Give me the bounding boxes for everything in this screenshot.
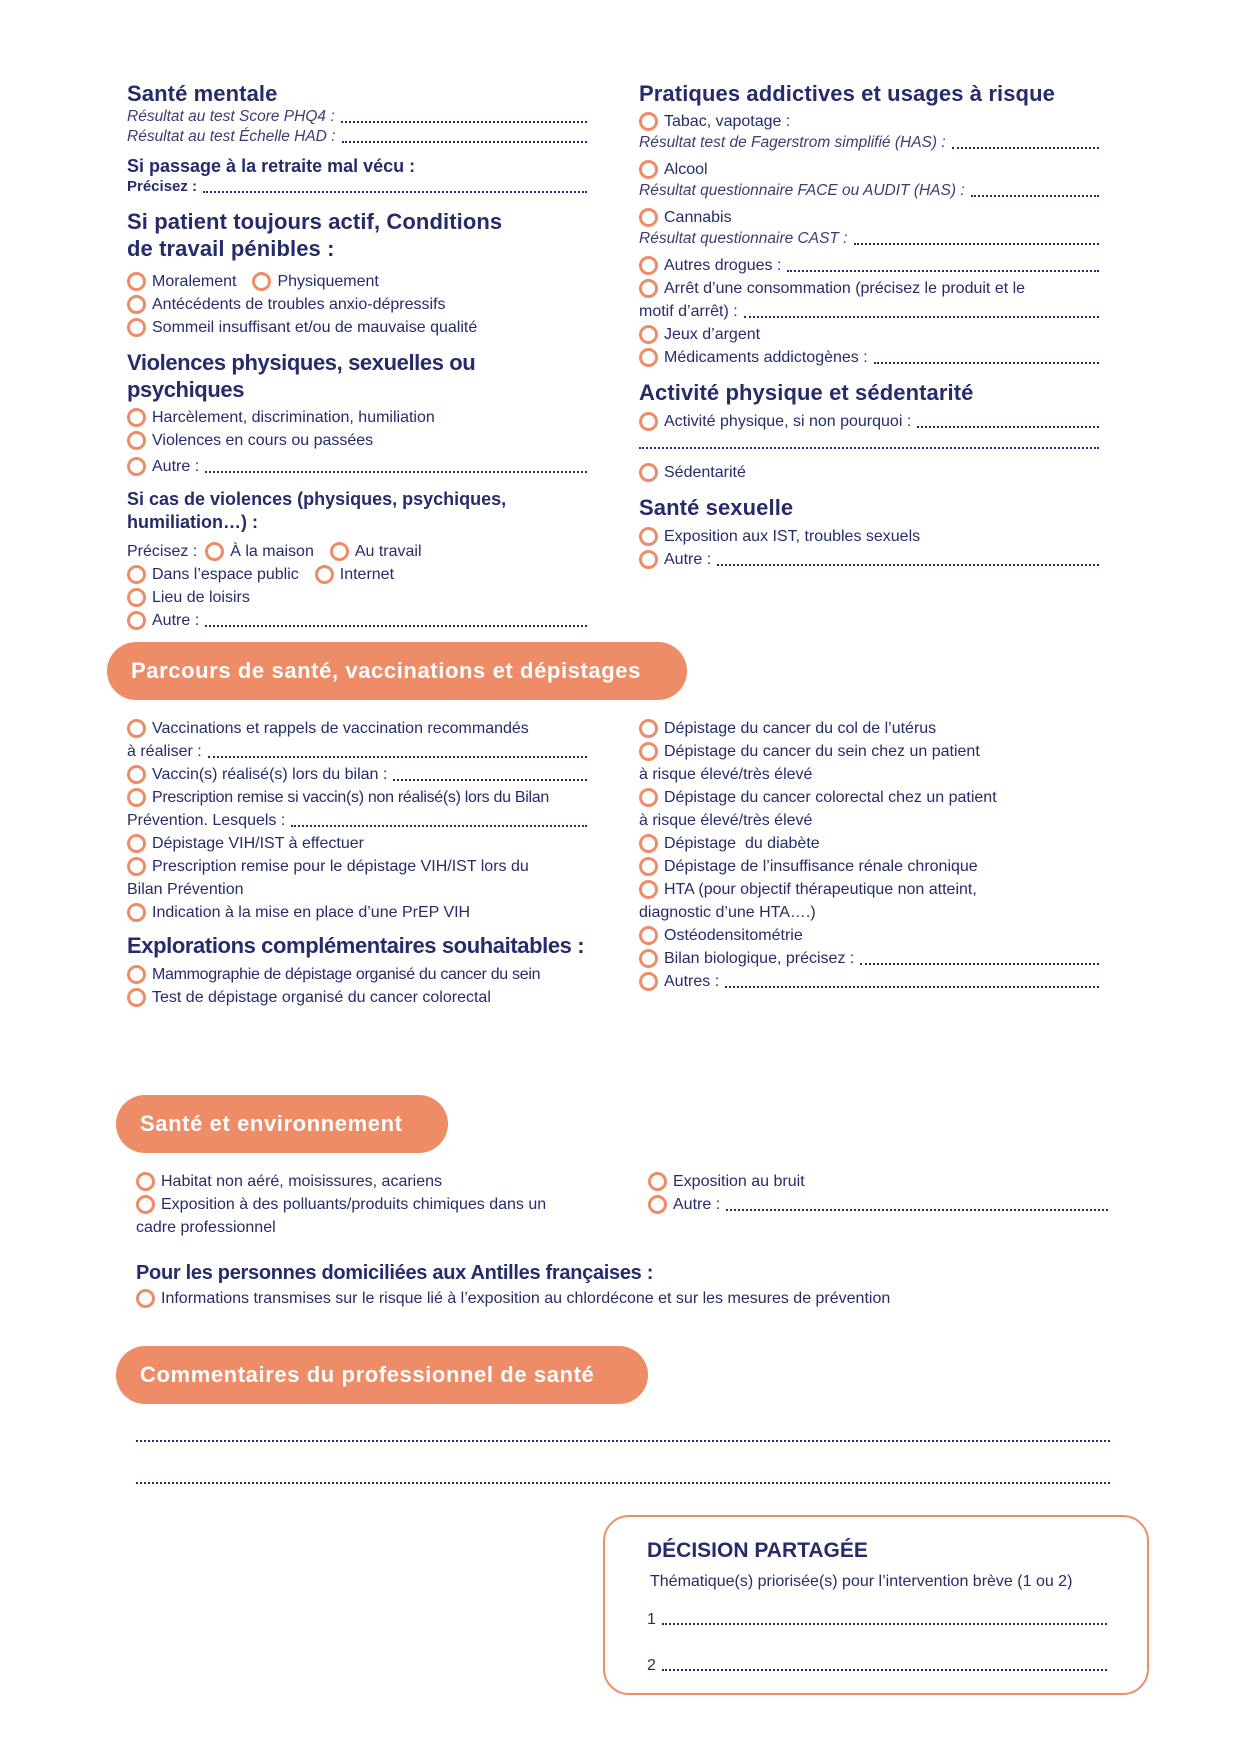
parcours-left: Vaccinations et rappels de vaccination recommandés à réaliser : Vaccin(s) réalisé(s) lors du bilan : Prescription remise si vaccin(s) non réalisé(s) lors du Bilan Prévention. Lesquels : Dépistage VIH/IST à effectuer Prescription remise pour le dépistage VIH/IST lors du Bilan Prévention Indication à la mise en place d’une PrEP VIH Explorations complémentaires souhaitables : Mammographie de dépistage organisé du cancer du sein Test de dépistage organisé du cancer colorectal: [127, 717, 587, 1009]
checkbox-ist[interactable]: Exposition aux IST, troubles sexuels: [639, 525, 1099, 548]
checkbox-prescription-vih[interactable]: Prescription remise pour le dépistage VIH/IST lors du: [127, 855, 587, 878]
audit-field[interactable]: Résultat questionnaire FACE ou AUDIT (HAS) :: [639, 181, 1099, 201]
radio-circle-icon: [127, 588, 146, 607]
retraite-precisez-field[interactable]: Précisez :: [127, 178, 587, 196]
checkbox-loisirs[interactable]: Lieu de loisirs: [127, 586, 587, 609]
radio-circle-icon: [639, 463, 658, 482]
antilles-section: [136, 1262, 1116, 1310]
radio-circle-icon: [639, 160, 658, 179]
decision-line-1[interactable]: 1: [647, 1611, 1107, 1629]
radio-circle-icon: [639, 880, 658, 899]
checkbox-bruit[interactable]: Exposition au bruit: [648, 1170, 1108, 1193]
radio-circle-icon: [127, 272, 146, 291]
banner-environnement: Santé et environnement: [116, 1095, 448, 1153]
radio-circle-icon: [127, 857, 146, 876]
decision-partagee-box: [603, 1515, 1149, 1695]
radio-circle-icon: [639, 112, 658, 131]
checkbox-tabac[interactable]: Tabac, vapotage :: [639, 110, 1099, 133]
environnement-left: Habitat non aéré, moisissures, acariens Exposition à des polluants/produits chimiques dans un cadre professionnel: [136, 1170, 616, 1239]
checkbox-antecedents[interactable]: Antécédents de troubles anxio-dépressifs: [127, 293, 587, 316]
cas-violences-title: Si cas de violences (physiques, psychiques, humiliation…) :: [127, 489, 507, 532]
decision-subtitle: Thématique(s) priorisée(s) pour l’intervention brève (1 ou 2): [650, 1573, 1073, 1590]
radio-circle-icon: [127, 457, 146, 476]
radio-circle-icon: [639, 412, 658, 431]
radio-circle-icon: [136, 1289, 155, 1308]
radio-circle-icon: [639, 742, 658, 761]
radio-circle-icon: [136, 1172, 155, 1191]
radio-circle-icon: [127, 834, 146, 853]
radio-circle-icon: [639, 972, 658, 991]
had-field[interactable]: Résultat au test Échelle HAD :: [127, 127, 587, 147]
radio-circle-icon: [205, 542, 224, 561]
radio-circle-icon: [127, 965, 146, 984]
checkbox-habitat[interactable]: Habitat non aéré, moisissures, acariens: [136, 1170, 616, 1193]
checkbox-alcool[interactable]: Alcool: [639, 158, 1099, 181]
checkbox-arret[interactable]: Arrêt d’une consommation (précisez le produit et le: [639, 277, 1099, 300]
radio-circle-icon: [648, 1195, 667, 1214]
checkbox-cannabis[interactable]: Cannabis: [639, 206, 1099, 229]
radio-circle-icon: [639, 348, 658, 367]
banner-parcours: Parcours de santé, vaccinations et dépistages: [107, 642, 687, 700]
commentaire-line-1[interactable]: [136, 1440, 1110, 1442]
radio-circle-icon: [127, 408, 146, 427]
radio-circle-icon: [127, 431, 146, 450]
checkbox-cancer-colorectal[interactable]: Dépistage du cancer colorectal chez un patient: [639, 786, 1099, 809]
radio-circle-icon: [127, 295, 146, 314]
checkbox-polluants[interactable]: Exposition à des polluants/produits chimiques dans un: [136, 1193, 616, 1216]
checkbox-harcelement[interactable]: Harcèlement, discrimination, humiliation: [127, 406, 587, 429]
phq4-field[interactable]: Résultat au test Score PHQ4 :: [127, 107, 587, 127]
section-title-sante-mentale: Santé mentale: [127, 81, 278, 106]
right-column-top: [639, 80, 1099, 571]
radio-circle-icon: [252, 272, 271, 291]
checkbox-jeux[interactable]: Jeux d’argent: [639, 323, 1099, 346]
checkbox-env-autre[interactable]: Autre :: [648, 1193, 1108, 1216]
checkbox-violences-cours[interactable]: Violences en cours ou passées: [127, 429, 587, 452]
left-column-top: Santé mentale Résultat au test Score PHQ4 : Résultat au test Échelle HAD : Si passage à la retraite mal vécu : Précisez : Si patient toujours actif, Conditions de travail pénibles : Moralement Physiquement Antécédents de troubles anxio-dépressifs Sommeil insuffisant et/ou de mauvaise qualité Violences physiques, sexuelles ou psychiques Harcèlement, discrimination, humiliation Violences en cours ou passées Autre : Si cas de violences (physiques, psychiques, humiliation…) : Précisez : À la maison Au travail Dans l’espace public Internet Lieu de loisirs Autre :: [127, 80, 587, 632]
checkbox-vih[interactable]: Dépistage VIH/IST à effectuer: [127, 832, 587, 855]
radio-circle-icon: [639, 208, 658, 227]
radio-circle-icon: [639, 325, 658, 344]
banner-commentaires: Commentaires du professionnel de santé: [116, 1346, 648, 1404]
checkbox-lieu-autre[interactable]: Autre :: [127, 609, 587, 632]
radio-circle-icon: [639, 857, 658, 876]
prescription-lesquels-field[interactable]: Prévention. Lesquels :: [127, 809, 587, 832]
radio-circle-icon: [639, 834, 658, 853]
radio-circle-icon: [136, 1195, 155, 1214]
section-title-activite: Activité physique et sédentarité: [639, 380, 974, 405]
radio-circle-icon: [127, 988, 146, 1007]
antilles-title: Pour les personnes domiciliées aux Antilles françaises :: [136, 1262, 654, 1284]
fagerstrom-field[interactable]: Résultat test de Fagerstrom simplifié (HAS) :: [639, 133, 1099, 153]
radio-circle-icon: [127, 318, 146, 337]
checkbox-prep[interactable]: Indication à la mise en place d’une PrEP VIH: [127, 901, 587, 924]
checkbox-sedentarite[interactable]: Sédentarité: [639, 461, 1099, 484]
radio-circle-icon: [639, 256, 658, 275]
radio-circle-icon: [639, 550, 658, 569]
checkbox-renale[interactable]: Dépistage de l’insuffisance rénale chronique: [639, 855, 1099, 878]
checkbox-diabete[interactable]: Dépistage du diabète: [639, 832, 1099, 855]
radio-circle-icon: [639, 788, 658, 807]
environnement-right: [648, 1170, 1108, 1216]
checkbox-hta[interactable]: HTA (pour objectif thérapeutique non atteint,: [639, 878, 1099, 901]
radio-circle-icon: [648, 1172, 667, 1191]
checkbox-sexuelle-autre[interactable]: Autre :: [639, 548, 1099, 571]
checkbox-cancer-sein[interactable]: Dépistage du cancer du sein chez un patient: [639, 740, 1099, 763]
checkbox-activite[interactable]: Activité physique, si non pourquoi :: [639, 410, 1099, 433]
checkbox-chlordecone[interactable]: Informations transmises sur le risque lié à l’exposition au chlordécone et sur les mesures de prévention: [136, 1287, 1116, 1310]
parcours-right: Dépistage du cancer du col de l’utérus Dépistage du cancer du sein chez un patient à risque élevé/très élevé Dépistage du cancer colorectal chez un patient à risque élevé/très élevé Dépistage du diabète Dépistage de l’insuffisance rénale chronique HTA (pour objectif thérapeutique non atteint, diagnostic d’une HTA….) Ostéodensitométrie Bilan biologique, précisez : Autres :: [639, 717, 1099, 993]
checkbox-bilan-bio[interactable]: Bilan biologique, précisez :: [639, 947, 1099, 970]
checkbox-moralement[interactable]: Moralement: [127, 270, 236, 293]
radio-circle-icon: [127, 903, 146, 922]
checkbox-medicaments[interactable]: Médicaments addictogènes :: [639, 346, 1099, 369]
checkbox-physiquement[interactable]: Physiquement: [252, 270, 378, 293]
cast-field[interactable]: Résultat questionnaire CAST :: [639, 229, 1099, 249]
section-title-addictions: Pratiques addictives et usages à risque: [639, 81, 1055, 106]
checkbox-prescription-vaccin[interactable]: Prescription remise si vaccin(s) non réalisé(s) lors du Bilan: [127, 786, 587, 809]
arret-motif-field[interactable]: motif d’arrêt) :: [639, 300, 1099, 323]
commentaire-line-2[interactable]: [136, 1482, 1110, 1484]
vaccinations-field[interactable]: à réaliser :: [127, 740, 587, 763]
radio-circle-icon: [639, 949, 658, 968]
retraite-title: Si passage à la retraite mal vécu :: [127, 156, 416, 176]
activite-continuation-line[interactable]: [639, 447, 1099, 449]
checkbox-sommeil[interactable]: Sommeil insuffisant et/ou de mauvaise qualité: [127, 316, 587, 339]
radio-circle-icon: [127, 611, 146, 630]
checkbox-internet[interactable]: Internet: [315, 563, 394, 586]
checkbox-parcours-autres[interactable]: Autres :: [639, 970, 1099, 993]
checkbox-colorectal-test[interactable]: Test de dépistage organisé du cancer colorectal: [127, 986, 587, 1009]
section-title-sexuelle: Santé sexuelle: [639, 495, 794, 520]
radio-circle-icon: [639, 527, 658, 546]
travail-title: Si patient toujours actif, Conditions de travail pénibles :: [127, 209, 503, 261]
checkbox-autres-drogues[interactable]: Autres drogues :: [639, 254, 1099, 277]
checkbox-espace-public[interactable]: Dans l’espace public: [127, 563, 299, 586]
radio-circle-icon: [330, 542, 349, 561]
section-title-violences: Violences physiques, sexuelles ou psychiques: [127, 350, 476, 402]
decision-title: DÉCISION PARTAGÉE: [647, 1539, 868, 1562]
checkbox-col-uterus[interactable]: Dépistage du cancer du col de l’utérus: [639, 717, 1099, 740]
radio-circle-icon: [127, 765, 146, 784]
radio-circle-icon: [639, 719, 658, 738]
checkbox-au-travail[interactable]: Au travail: [330, 540, 422, 563]
checkbox-osteo[interactable]: Ostéodensitométrie: [639, 924, 1099, 947]
explorations-title: Explorations complémentaires souhaitables :: [127, 933, 585, 958]
checkbox-maison[interactable]: À la maison: [205, 540, 314, 563]
radio-circle-icon: [127, 788, 146, 807]
decision-line-2[interactable]: 2: [647, 1657, 1107, 1675]
radio-circle-icon: [639, 926, 658, 945]
checkbox-mammographie[interactable]: Mammographie de dépistage organisé du cancer du sein: [127, 963, 587, 986]
radio-circle-icon: [127, 565, 146, 584]
checkbox-vaccinations[interactable]: Vaccinations et rappels de vaccination recommandés: [127, 717, 587, 740]
radio-circle-icon: [315, 565, 334, 584]
checkbox-violences-autre[interactable]: Autre :: [127, 455, 587, 478]
radio-circle-icon: [127, 719, 146, 738]
checkbox-vaccin-realise[interactable]: Vaccin(s) réalisé(s) lors du bilan :: [127, 763, 587, 786]
radio-circle-icon: [639, 279, 658, 298]
